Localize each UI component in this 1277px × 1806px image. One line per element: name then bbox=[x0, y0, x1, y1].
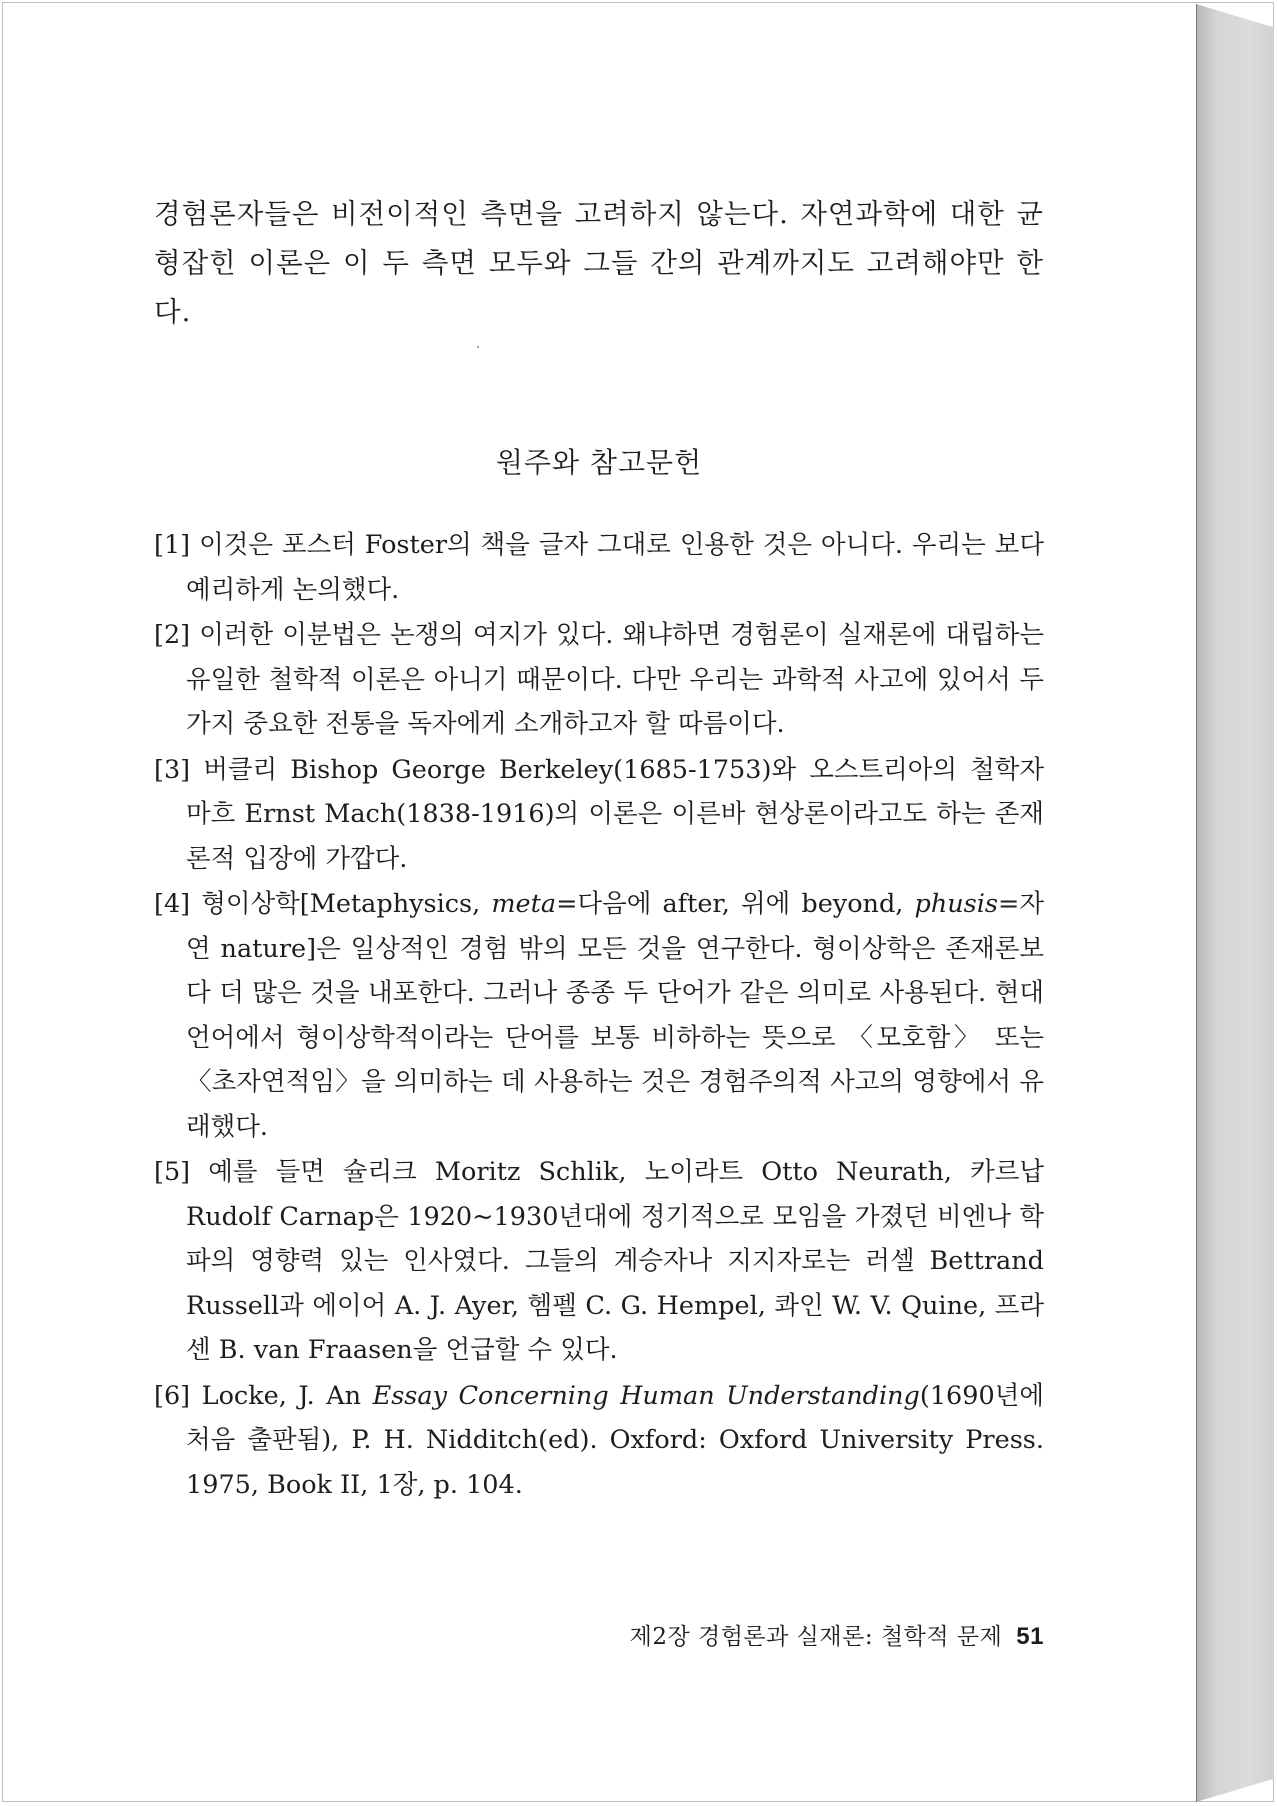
note-text bbox=[186, 889, 1044, 1142]
note-text: 이것은 포스터 Foster의 책을 글자 그대로 인용한 것은 아니다. 우리는 보다 예리하게 논의했다. bbox=[186, 530, 1044, 605]
note-item-3 bbox=[154, 748, 1044, 882]
notes-list bbox=[154, 523, 1044, 1507]
note-text: 이러한 이분법은 논쟁의 여지가 있다. 왜냐하면 경험론이 실재론에 대립하는 유일한 철학적 이론은 아니기 때문이다. 다만 우리는 과학적 사고에 있어서 두 가지 중요한 전통을 독자에게 소개하고자 할 따름이다. bbox=[186, 620, 1045, 739]
note-italic-term: meta bbox=[491, 889, 557, 919]
note-item-1 bbox=[154, 523, 1044, 612]
note-italic-title: Essay Concerning Human Understanding bbox=[372, 1380, 920, 1411]
note-italic-term: phusis bbox=[914, 889, 999, 919]
page-stack-edge bbox=[1196, 4, 1274, 1802]
page-content bbox=[154, 190, 1044, 1508]
note-number: [3] bbox=[154, 754, 191, 785]
note-number: [2] bbox=[154, 620, 191, 650]
note-number: [6] bbox=[154, 1380, 191, 1411]
note-text-segment: (1690년에 처음 출판됨), P. H. Nidditch(ed). Oxford: Oxford University Press. 1975, Book II, 1장, p. 104. bbox=[186, 1380, 1044, 1500]
note-number: [4] bbox=[154, 889, 191, 919]
note-item-2 bbox=[154, 613, 1044, 747]
note-text: 버클리 Bishop George Berkeley(1685-1753)와 오스트리아의 철학자 마흐 Ernst Mach(1838-1916)의 이론은 이른바 현상론이라고도 하는 존재론적 입장에 가깝다. bbox=[186, 754, 1044, 874]
running-head-text: 제2장 경험론과 실재론: 철학적 문제 bbox=[629, 1624, 1003, 1650]
note-text-segment: Locke, J. An bbox=[201, 1380, 373, 1411]
note-item-4 bbox=[154, 882, 1044, 1149]
note-text-segment: =자연 nature]은 일상적인 경험 밖의 모든 것을 연구한다. 형이상학은 존재론보다 더 많은 것을 내포한다. 그러나 종종 두 단어가 같은 의미로 사용된다. 현대 언어에서 형이상학적이라는 단어를 보통 비하하는 뜻으로 〈모호함〉 또는 〈초자연적임〉을 의미하는 데 사용하는 것은 경험주의적 사고의 영향에서 유래했다. bbox=[186, 889, 1045, 1142]
note-number: [1] bbox=[154, 530, 191, 560]
note-number: [5] bbox=[154, 1157, 191, 1187]
note-text bbox=[186, 1381, 1044, 1500]
section-heading: 원주와 참고문헌 bbox=[495, 446, 703, 479]
page-number: 51 bbox=[1016, 1623, 1044, 1650]
note-item-6 bbox=[154, 1374, 1044, 1508]
intro-paragraph: 경험론자들은 비전이적인 측면을 고려하지 않는다. 자연과학에 대한 균형잡힌 이론은 이 두 측면 모두와 그들 간의 관계까지도 고려해야만 한다. bbox=[154, 198, 1044, 328]
running-footer bbox=[560, 1618, 1044, 1651]
page-binding-line bbox=[1196, 4, 1197, 1802]
note-text: 예를 들면 슐리크 Moritz Schlik, 노이라트 Otto Neurath, 카르납 Rudolf Carnap은 1920~1930년대에 정기적으로 모임을 가졌던 비엔나 학파의 영향력 있는 인사였다. 그들의 계승자나 지지자로는 러셀 Bettrand Russell과 에이어 A. J. Ayer, 헴펠 C. G. Hempel, 콰인 W. V. Quine, 프라센 B. van Fraasen을 언급할 수 있다. bbox=[186, 1157, 1044, 1365]
note-item-5 bbox=[154, 1150, 1044, 1373]
note-text-segment: 형이상학[Metaphysics, bbox=[201, 889, 492, 919]
note-text-segment: =다음에 after, 위에 beyond, bbox=[556, 889, 915, 919]
